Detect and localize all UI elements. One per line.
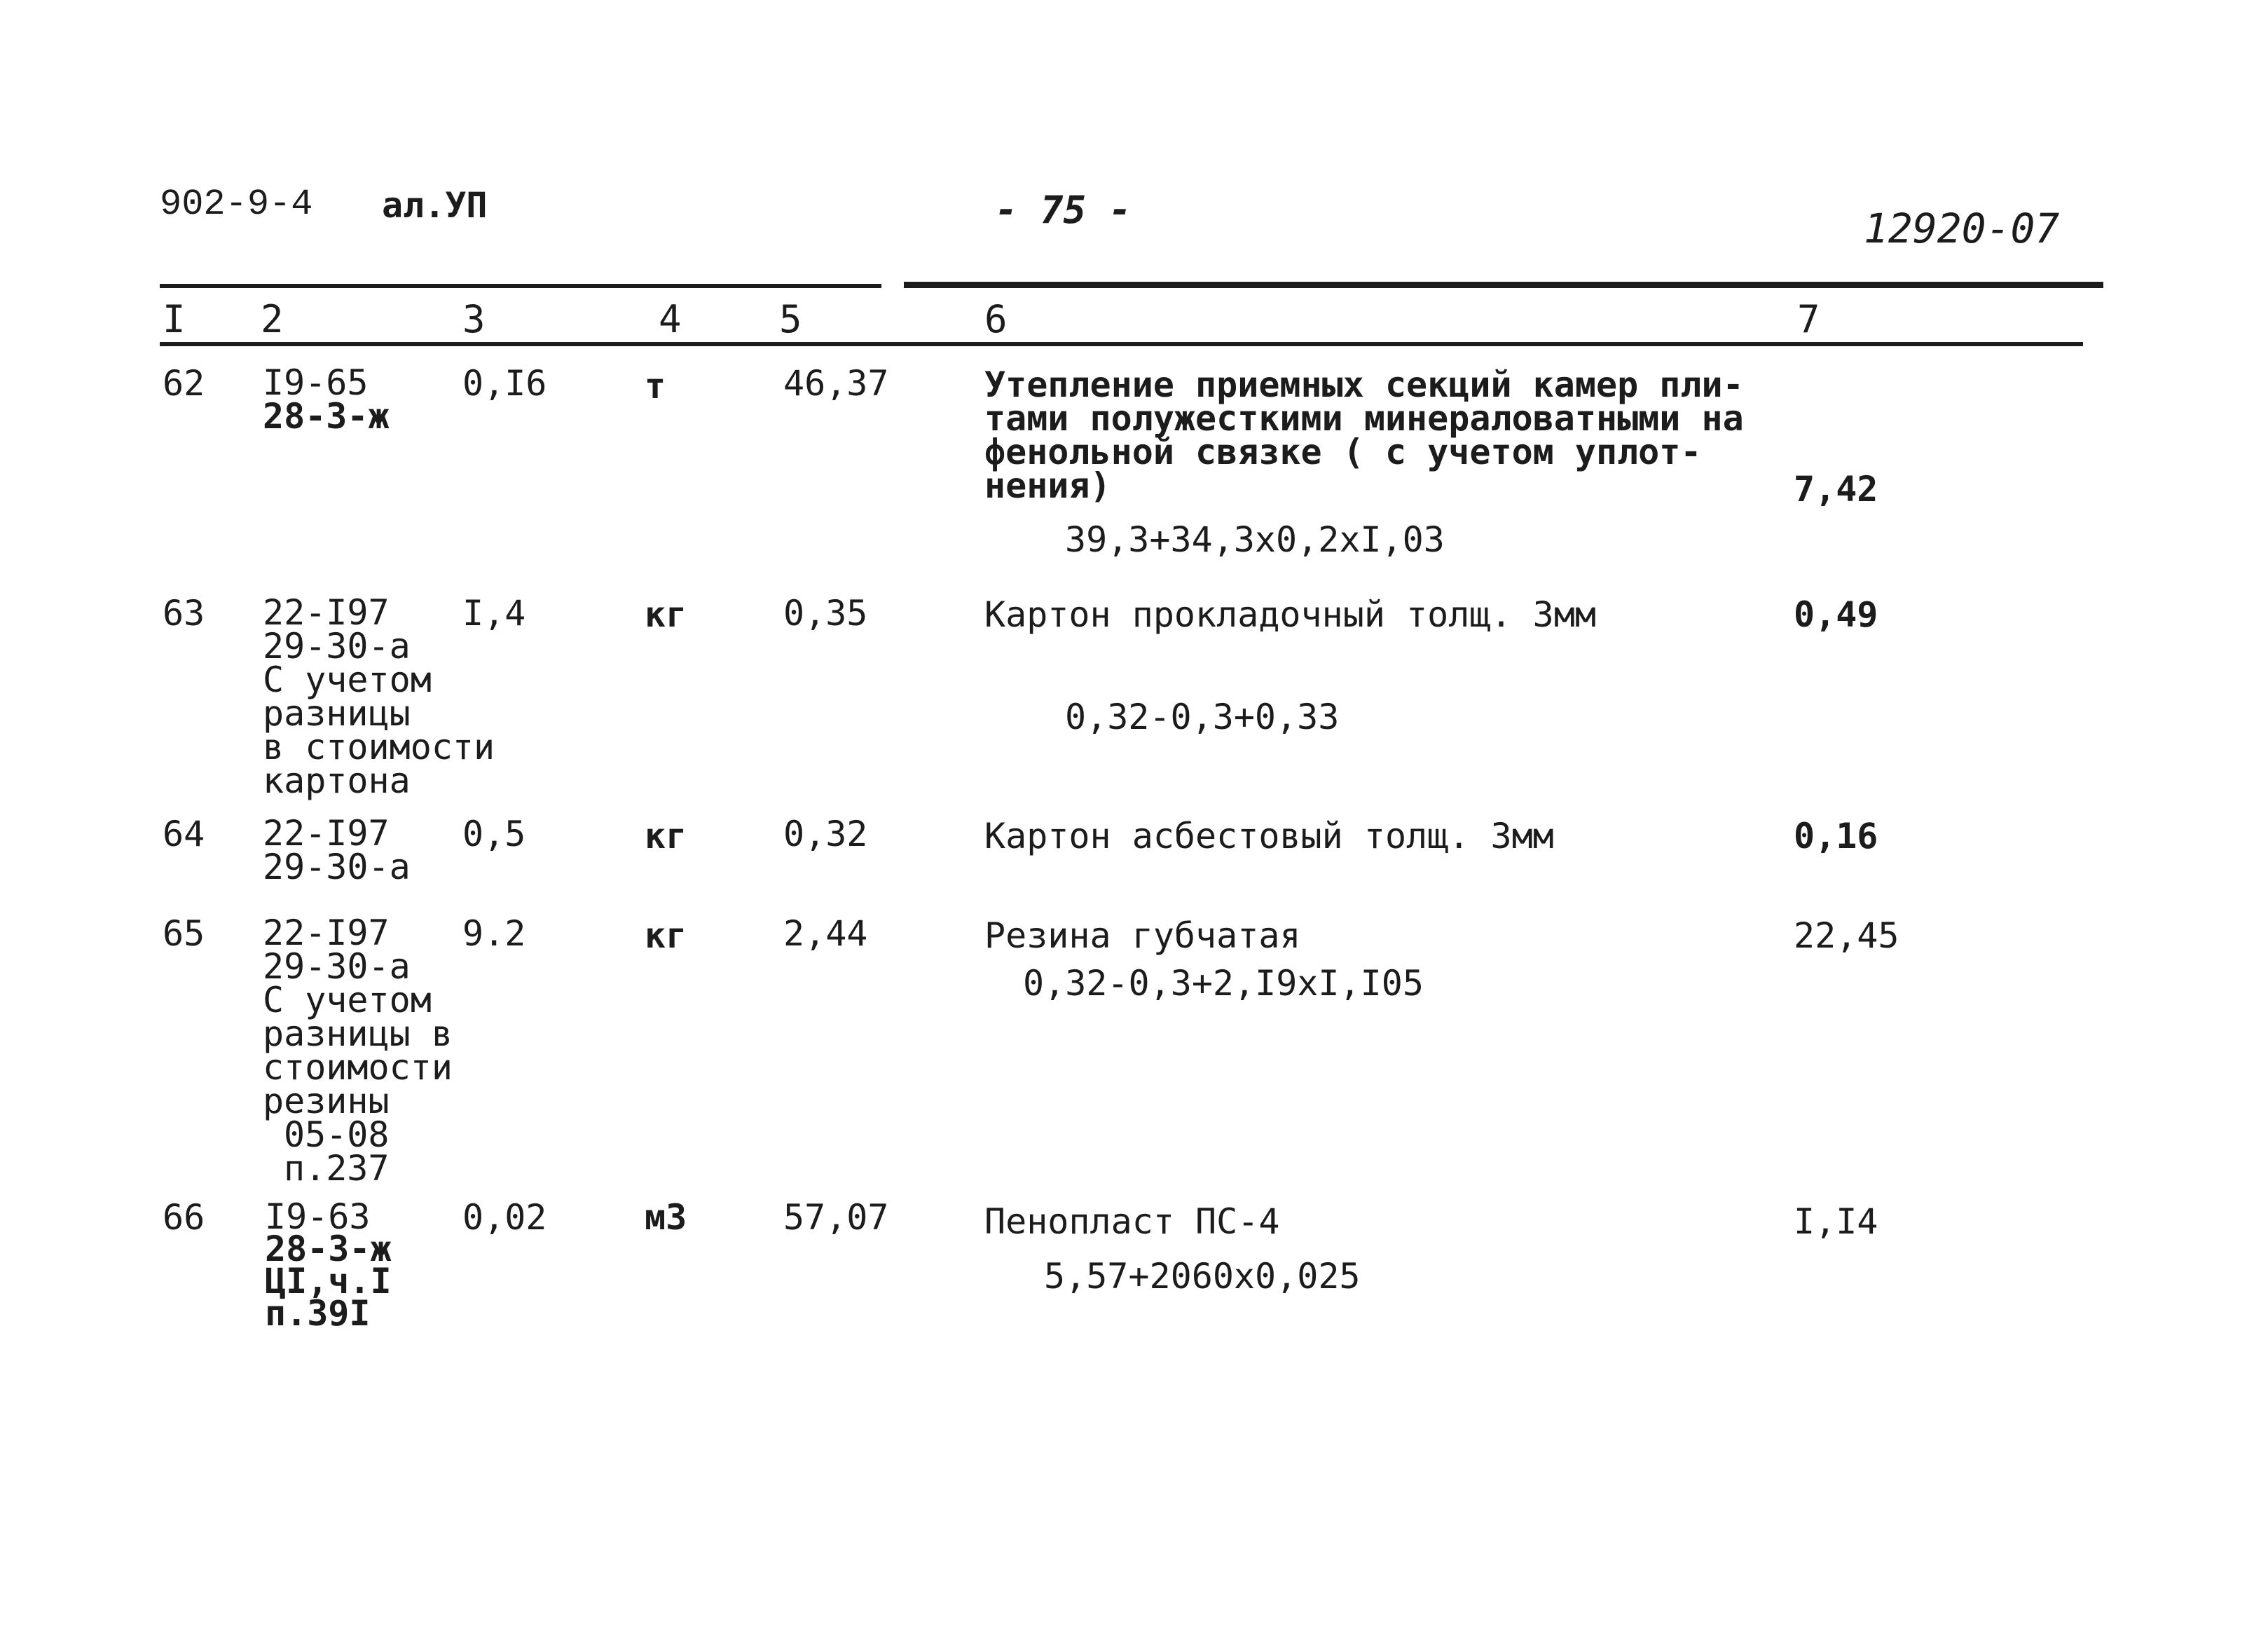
code-line: ЦI,ч.I xyxy=(265,1261,392,1301)
code-line: С учетом xyxy=(263,980,432,1020)
calculation-formula: 0,32-0,3+2,I9хI,I05 xyxy=(1023,963,1424,1004)
code-line: п.237 xyxy=(284,1148,390,1189)
unit: кг xyxy=(645,816,687,856)
code-line: разницы в xyxy=(263,1013,453,1054)
quantity: 0,I6 xyxy=(462,363,547,404)
code-line: 28-3-ж xyxy=(263,396,390,437)
row-total: 7,42 xyxy=(1794,469,1878,510)
description-line: фенольной связке ( с учетом уплот- xyxy=(984,432,1702,472)
top-rule-right xyxy=(904,282,2103,288)
code-line: разницы xyxy=(263,693,411,734)
unit: кг xyxy=(645,915,687,956)
quantity: 0,5 xyxy=(462,814,526,854)
description-line: нения) xyxy=(984,465,1111,506)
quantity: 0,02 xyxy=(462,1197,547,1238)
row-total: 0,49 xyxy=(1794,594,1878,635)
code-line: 22-I97 xyxy=(263,813,390,854)
unit: м3 xyxy=(645,1197,687,1238)
inventory-number: 12920-07 xyxy=(1864,205,2060,252)
unit-price: 57,07 xyxy=(783,1197,889,1238)
column-number-4: 4 xyxy=(659,297,682,341)
row-number: 62 xyxy=(163,363,205,404)
unit-price: 0,35 xyxy=(783,593,868,634)
column-number-3: 3 xyxy=(462,297,486,341)
row-total: I,I4 xyxy=(1794,1201,1878,1242)
column-number-7: 7 xyxy=(1797,297,1820,341)
calculation-formula: 39,3+34,3х0,2хI,03 xyxy=(1065,519,1445,560)
calculation-formula: 5,57+2060х0,025 xyxy=(1044,1256,1361,1297)
description-line: тами полужесткими минераловатными на xyxy=(984,398,1744,439)
row-number: 64 xyxy=(163,814,205,854)
doc-code: 902-9-4 xyxy=(160,184,313,225)
calculation-formula: 0,32-0,3+0,33 xyxy=(1065,697,1340,737)
unit: т xyxy=(645,366,666,406)
row-number: 65 xyxy=(163,913,205,954)
row-total: 22,45 xyxy=(1794,915,1899,956)
unit: кг xyxy=(645,594,687,635)
description-line: Резина губчатая xyxy=(984,915,1301,956)
code-line: 05-08 xyxy=(284,1114,390,1155)
description-line: Картон асбестовый толщ. 3мм xyxy=(984,816,1554,856)
top-rule-left xyxy=(160,284,881,288)
code-line: 22-I97 xyxy=(263,913,390,953)
code-line: С учетом xyxy=(263,660,432,700)
code-line: 29-30-а xyxy=(263,626,411,667)
description-line: Картон прокладочный толщ. 3мм xyxy=(984,594,1596,635)
code-line: стоимости xyxy=(263,1047,453,1088)
code-line: картона xyxy=(263,760,411,801)
unit-price: 46,37 xyxy=(783,363,889,404)
column-number-6: 6 xyxy=(984,297,1008,341)
page-number: - 75 - xyxy=(995,188,1132,232)
code-line: в стоимости xyxy=(263,727,495,767)
description-line: Пенопласт ПС-4 xyxy=(984,1201,1280,1242)
column-number-5: 5 xyxy=(779,297,802,341)
code-line: I9-65 xyxy=(263,362,369,403)
code-line: п.39I xyxy=(265,1293,371,1334)
album-label: ал.УП xyxy=(382,185,488,226)
code-line: 28-3-ж xyxy=(265,1229,392,1269)
unit-price: 0,32 xyxy=(783,814,868,854)
quantity: 9.2 xyxy=(462,913,526,954)
column-number-1: I xyxy=(163,297,186,341)
description-line: Утепление приемных секций камер пли- xyxy=(984,364,1744,405)
code-line: 22-I97 xyxy=(263,592,390,633)
row-total: 0,16 xyxy=(1794,816,1878,856)
code-line: резины xyxy=(263,1081,390,1121)
row-number: 66 xyxy=(163,1197,205,1238)
row-number: 63 xyxy=(163,593,205,634)
header-underline xyxy=(160,342,2083,346)
unit-price: 2,44 xyxy=(783,913,868,954)
column-number-2: 2 xyxy=(261,297,284,341)
quantity: I,4 xyxy=(462,593,526,634)
code-line: I9-63 xyxy=(265,1196,371,1237)
code-line: 29-30-а xyxy=(263,847,411,887)
code-line: 29-30-а xyxy=(263,946,411,987)
